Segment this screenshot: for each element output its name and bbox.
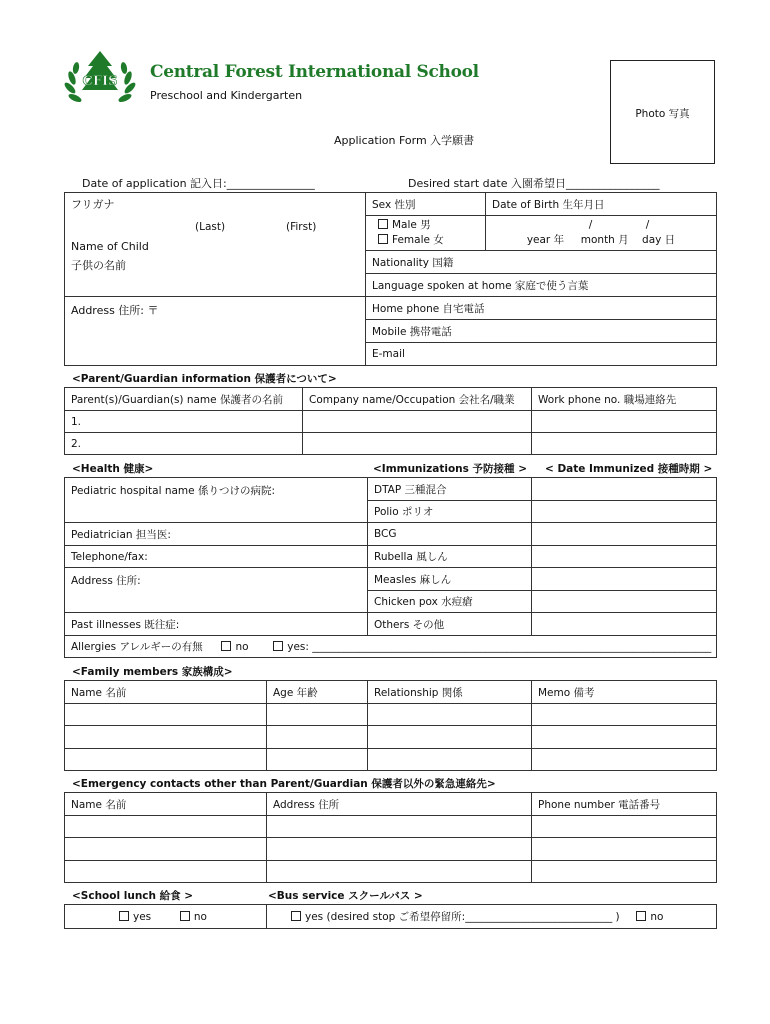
allergies-row (65, 636, 717, 658)
last-name-label: (Last) (195, 220, 226, 233)
logo-text: CFIS (82, 74, 118, 89)
table-row (65, 861, 717, 883)
family-name-header: Name 名前 (65, 681, 267, 704)
family-name-cell[interactable] (65, 749, 267, 771)
allergy-no-checkbox[interactable] (221, 641, 231, 651)
date-chicken-pox[interactable] (532, 591, 717, 613)
health-section-title: <Health 健康> (72, 463, 154, 475)
male-option[interactable] (378, 218, 485, 233)
emergency-address-header: Address 住所 (267, 793, 532, 816)
family-age-header: Age 年齢 (267, 681, 368, 704)
desired-start-date-field[interactable]: Desired start date 入園希望日_________________ (408, 177, 660, 190)
lunch-options (65, 905, 267, 929)
family-relationship-cell[interactable] (368, 726, 532, 749)
family-age-cell[interactable] (267, 749, 368, 771)
bus-options (267, 905, 717, 929)
emergency-phone-cell[interactable] (532, 816, 717, 838)
parent-row-1-company[interactable] (303, 411, 532, 433)
allergy-no-label: no (235, 641, 249, 653)
parent-company-header: Company name/Occupation 会社名/職業 (303, 388, 532, 411)
bus-no-checkbox[interactable] (636, 911, 646, 921)
photo-label: Photo 写真 (635, 108, 690, 120)
date-of-application-field[interactable]: Date of application 記入日:________________ (82, 177, 315, 190)
allergies-label: Allergies アレルギーの有無 (71, 641, 203, 653)
name-label-en: Name of Child (71, 239, 149, 253)
lunch-yes-checkbox[interactable] (119, 911, 129, 921)
family-section-title: <Family members 家族構成> (72, 666, 233, 678)
family-memo-cell[interactable] (532, 704, 717, 726)
date-dtap[interactable] (532, 478, 717, 501)
telephone-fax-field[interactable]: Telephone/fax: (65, 546, 368, 568)
emergency-phone-header: Phone number 電話番号 (532, 793, 717, 816)
school-name: Central Forest International School (150, 62, 479, 82)
family-relationship-cell[interactable] (368, 749, 532, 771)
female-checkbox[interactable] (378, 234, 388, 244)
vaccine-measles: Measles 麻しん (368, 568, 532, 591)
family-name-cell[interactable] (65, 704, 267, 726)
family-memo-header: Memo 備考 (532, 681, 717, 704)
family-relationship-header: Relationship 関係 (368, 681, 532, 704)
emergency-name-cell[interactable] (65, 838, 267, 861)
date-polio[interactable] (532, 501, 717, 523)
emergency-address-cell[interactable] (267, 861, 532, 883)
male-label: Male 男 (392, 219, 431, 231)
allergy-yes-field[interactable]: yes: ____________________________________________________________________________ (287, 641, 712, 653)
name-of-child-field[interactable] (65, 216, 366, 297)
school-subtitle: Preschool and Kindergarten (150, 89, 303, 102)
sex-label: Sex 性別 (366, 193, 486, 216)
immunizations-title: <Immunizations 予防接種 > (373, 463, 527, 475)
sex-options (366, 216, 486, 251)
female-option[interactable] (378, 233, 485, 248)
bus-yes-field[interactable]: yes (desired stop ご希望停留所:____________________________ ) (305, 911, 620, 923)
lunch-yes-label: yes (133, 910, 152, 923)
dob-label: Date of Birth 生年月日 (486, 193, 717, 216)
female-label: Female 女 (392, 234, 444, 246)
lunch-no-checkbox[interactable] (180, 911, 190, 921)
date-others[interactable] (532, 613, 717, 636)
email-field[interactable]: E-mail (366, 343, 717, 366)
vaccine-bcg: BCG (368, 523, 532, 546)
lunch-no-label: no (193, 910, 207, 923)
nationality-field[interactable]: Nationality 国籍 (366, 251, 717, 274)
family-relationship-cell[interactable] (368, 704, 532, 726)
table-row (65, 726, 717, 749)
parent-table (64, 387, 717, 455)
bus-section-title: <Bus service スクールバス > (268, 890, 423, 902)
table-row (65, 838, 717, 861)
parent-row-2-company[interactable] (303, 433, 532, 455)
health-address-field[interactable]: Address 住所: (65, 568, 368, 613)
past-illnesses-field[interactable]: Past illnesses 既往症: (65, 613, 368, 636)
lunch-bus-table (64, 904, 717, 929)
parent-row-2-work-phone[interactable] (532, 433, 717, 455)
family-name-cell[interactable] (65, 726, 267, 749)
family-memo-cell[interactable] (532, 749, 717, 771)
name-label-ja: 子供の名前 (71, 258, 126, 272)
health-table (64, 477, 717, 658)
form-title: Application Form 入学願書 (334, 134, 475, 147)
child-info-table (64, 192, 717, 366)
emergency-section-title: <Emergency contacts other than Parent/Guardian 保護者以外の緊急連絡先> (72, 778, 496, 790)
date-rubella[interactable] (532, 546, 717, 568)
dob-parts: year 年 month 月 day 日 (526, 234, 676, 246)
family-memo-cell[interactable] (532, 726, 717, 749)
vaccine-rubella: Rubella 風しん (368, 546, 532, 568)
date-bcg[interactable] (532, 523, 717, 546)
first-name-label: (First) (286, 220, 317, 233)
emergency-name-header: Name 名前 (65, 793, 267, 816)
date-measles[interactable] (532, 568, 717, 591)
parent-name-header: Parent(s)/Guardian(s) name 保護者の名前 (65, 388, 303, 411)
photo-box[interactable] (610, 60, 715, 164)
emergency-address-cell[interactable] (267, 838, 532, 861)
emergency-phone-cell[interactable] (532, 838, 717, 861)
language-field[interactable]: Language spoken at home 家庭で使う言葉 (366, 274, 717, 297)
mobile-field[interactable]: Mobile 携帯電話 (366, 320, 717, 343)
bus-no-label: no (650, 911, 664, 923)
family-age-cell[interactable] (267, 704, 368, 726)
emergency-phone-cell[interactable] (532, 861, 717, 883)
parent-row-2-name[interactable]: 2. (65, 433, 303, 455)
emergency-name-cell[interactable] (65, 816, 267, 838)
lunch-section-title: <School lunch 給食 > (72, 890, 194, 902)
dob-field[interactable] (486, 216, 717, 251)
emergency-name-cell[interactable] (65, 861, 267, 883)
vaccine-dtap: DTAP 三種混合 (368, 478, 532, 501)
furigana-field[interactable]: フリガナ (65, 193, 366, 216)
parent-work-phone-header: Work phone no. 職場連絡先 (532, 388, 717, 411)
school-logo (60, 48, 140, 110)
emergency-address-cell[interactable] (267, 816, 532, 838)
bus-yes-checkbox[interactable] (291, 911, 301, 921)
vaccine-others: Others その他 (368, 613, 532, 636)
table-row (65, 704, 717, 726)
parent-row-1-name[interactable]: 1. (65, 411, 303, 433)
family-age-cell[interactable] (267, 726, 368, 749)
table-row (65, 816, 717, 838)
address-field[interactable]: Address 住所: 〒 (65, 297, 366, 366)
male-checkbox[interactable] (378, 219, 388, 229)
parent-row-1-work-phone[interactable] (532, 411, 717, 433)
dob-slashes: / / (588, 219, 650, 231)
vaccine-chicken-pox: Chicken pox 水痘瘡 (368, 591, 532, 613)
date-immunized-title: < Date Immunized 接種時期 > (545, 463, 713, 475)
table-row (65, 749, 717, 771)
parent-section-title: <Parent/Guardian information 保護者について> (72, 373, 337, 385)
allergy-yes-checkbox[interactable] (273, 641, 283, 651)
pediatrician-field[interactable]: Pediatrician 担当医: (65, 523, 368, 546)
vaccine-polio: Polio ポリオ (368, 501, 532, 523)
family-table (64, 680, 717, 771)
home-phone-field[interactable]: Home phone 自宅電話 (366, 297, 717, 320)
emergency-table (64, 792, 717, 883)
pediatric-hospital-field[interactable]: Pediatric hospital name 係りつけの病院: (65, 478, 368, 523)
